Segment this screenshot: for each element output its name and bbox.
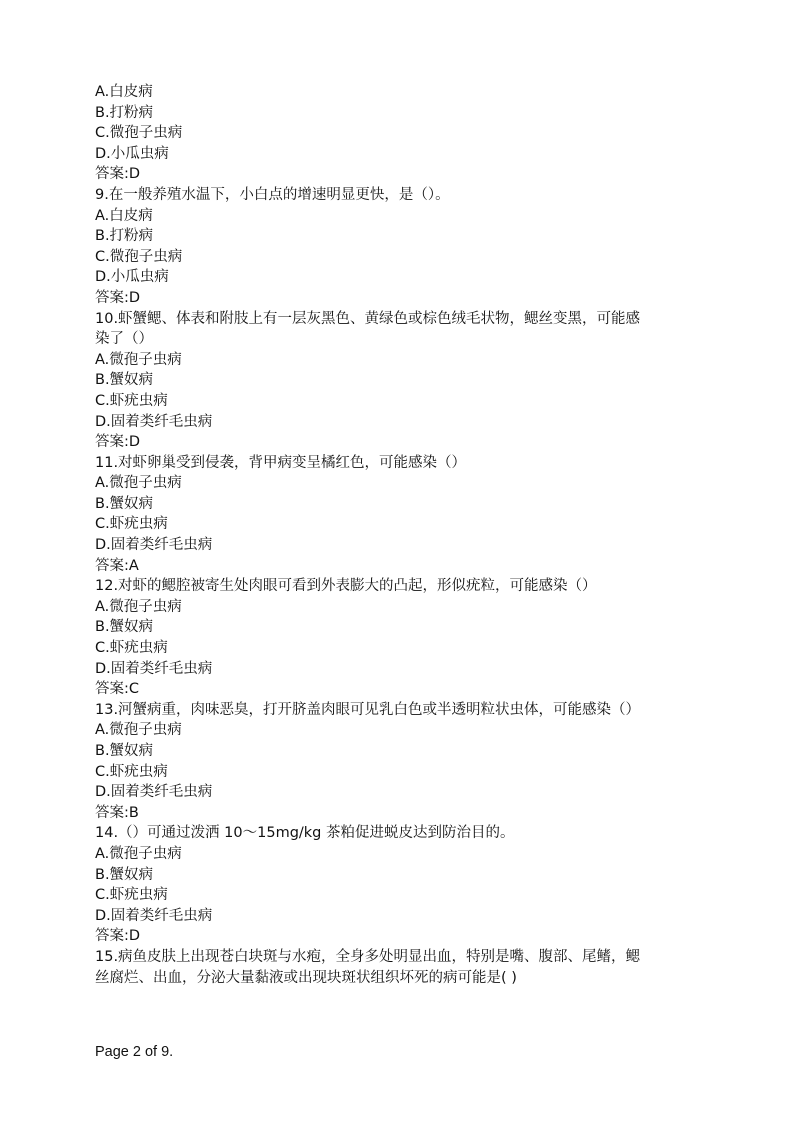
- answer-line: 答案:D: [95, 166, 141, 183]
- answer-line: 答案:D: [95, 928, 141, 945]
- option-line: B.打粉病: [95, 228, 154, 245]
- question-line: 10.虾蟹鳃、体表和附肢上有一层灰黑色、黄绿色或棕色绒毛状物，鳃丝变黑，可能感: [95, 310, 641, 327]
- option-line: A.微孢子虫病: [95, 845, 182, 862]
- page-footer: Page 2 of 9.: [95, 1044, 174, 1060]
- option-line: B.打粉病: [95, 104, 154, 121]
- option-line: A.微孢子虫病: [95, 351, 182, 368]
- page-content: [95, 82, 707, 988]
- option-line: B.蟹奴病: [95, 866, 154, 883]
- question-line: 13.河蟹病重，肉味恶臭，打开脐盖肉眼可见乳白色或半透明粒状虫体，可能感染（）: [95, 701, 641, 718]
- question-line: 15.病鱼皮肤上出现苍白块斑与水疱，全身多处明显出血，特别是嘴、腹部、尾鳍，鳃: [95, 948, 641, 965]
- answer-line: 答案:A: [95, 557, 139, 574]
- option-line: C.虾疣虫病: [95, 516, 168, 533]
- option-line: C.虾疣虫病: [95, 887, 168, 904]
- option-line: B.蟹奴病: [95, 743, 154, 759]
- option-line: C.微孢子虫病: [95, 125, 183, 142]
- option-line: A.微孢子虫病: [95, 475, 182, 492]
- question-continuation-line: 丝腐烂、出血，分泌大量黏液或出现块斑状组织坏死的病可能是( ): [95, 969, 517, 986]
- answer-line: 答案:D: [95, 434, 141, 451]
- question-line: 11.对虾卵巢受到侵袭，背甲病变呈橘红色，可能感染（）: [95, 454, 467, 471]
- option-line: D.固着类纤毛虫病: [95, 537, 213, 554]
- option-line: B.蟹奴病: [95, 372, 154, 389]
- question-continuation-line: 染了（）: [95, 331, 153, 348]
- question-line: 12.对虾的鳃腔被寄生处肉眼可看到外表膨大的凸起，形似疣粒，可能感染（）: [95, 578, 597, 595]
- option-line: C.虾疣虫病: [95, 392, 168, 409]
- option-line: B.蟹奴病: [95, 495, 154, 512]
- option-line: A.白皮病: [95, 84, 153, 100]
- option-line: C.虾疣虫病: [95, 640, 168, 657]
- option-line: D.小瓜虫病: [95, 269, 169, 286]
- option-line: C.虾疣虫病: [95, 763, 168, 780]
- option-line: D.固着类纤毛虫病: [95, 907, 213, 924]
- option-line: A.微孢子虫病: [95, 722, 182, 739]
- option-line: C.微孢子虫病: [95, 248, 183, 265]
- option-line: A.微孢子虫病: [95, 598, 182, 615]
- answer-line: 答案:D: [95, 289, 141, 306]
- option-line: D.固着类纤毛虫病: [95, 784, 213, 801]
- option-line: D.小瓜虫病: [95, 145, 169, 162]
- option-line: A.白皮病: [95, 207, 153, 224]
- answer-line: 答案:B: [95, 804, 139, 821]
- question-line: 14.（）可通过泼洒 10～15mg/kg 茶粕促进蜕皮达到防治目的。: [95, 825, 515, 842]
- answer-line: 答案:C: [95, 681, 140, 698]
- option-line: D.固着类纤毛虫病: [95, 660, 213, 677]
- option-line: B.蟹奴病: [95, 619, 154, 636]
- question-line: 9.在一般养殖水温下，小白点的增速明显更快，是（）。: [95, 186, 450, 203]
- option-line: D.固着类纤毛虫病: [95, 413, 213, 430]
